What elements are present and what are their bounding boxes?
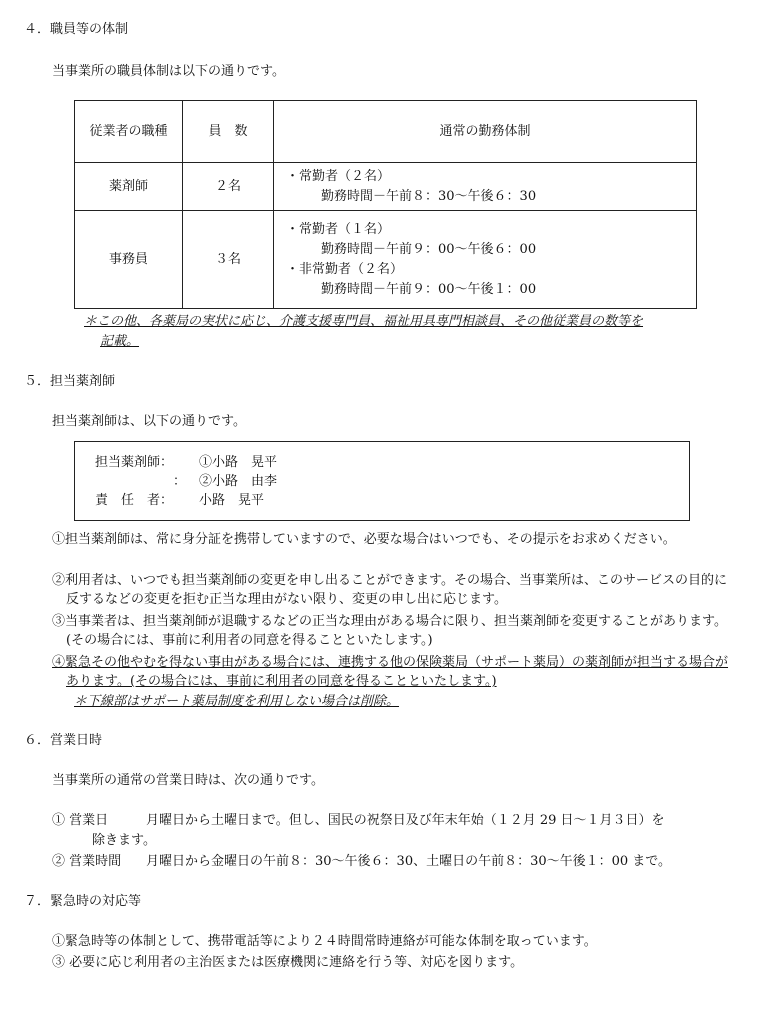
staff-note-line2: 記載。 <box>100 334 140 349</box>
business-hours-label: ② 営業時間 <box>52 854 122 869</box>
row-count: ２名 <box>183 163 274 211</box>
schedule-line: 勤務時間－午前８：30～午後６：30 <box>308 188 537 204</box>
manager-label: 責 任 者： <box>95 493 174 508</box>
pharmacist-name-1: ①小路 晃平 <box>199 455 278 470</box>
pharmacist-item-1: ①担当薬剤師は、常に身分証を携帯していますので、必要な場合はいつでも、その提示をお求めください。 <box>52 532 676 547</box>
pharmacist-name-2: ②小路 由李 <box>199 474 278 489</box>
support-note: ＊下線部はサポート薬局制度を利用しない場合は削除。 <box>74 694 400 709</box>
pharmacist-item-3: ③当事業者は、担当薬剤師が退職するなどの正当な理由がある場合に限り、担当薬剤師を変更することがあります。(その場合には、事前に利用者の同意を得ることといたします。) <box>52 614 727 648</box>
row-count: ３名 <box>183 211 274 309</box>
business-hours-text: 月曜日から金曜日の午前８：30～午後６：30、土曜日の午前８：30～午後１：00 まで。 <box>146 854 672 869</box>
header-schedule: 通常の勤務体制 <box>274 101 697 163</box>
manager-name: 小路 晃平 <box>199 493 265 508</box>
section-5-heading: ５．担当薬剤師 <box>24 374 116 389</box>
table-row <box>75 211 697 309</box>
emergency-item-1: ①緊急時等の体制として、携帯電話等により２４時間常時連絡が可能な体制を取っています。 <box>52 934 597 949</box>
row-role: 事務員 <box>75 211 183 309</box>
schedule-line: ・常勤者（２名） <box>286 168 391 184</box>
pharmacist-label-1: 担当薬剤師： <box>95 455 174 470</box>
table-row <box>75 163 697 211</box>
section-5-intro: 担当薬剤師は、以下の通りです。 <box>52 414 246 429</box>
section-6-heading: ６．営業日時 <box>24 733 103 748</box>
section-6-intro: 当事業所の通常の営業日時は、次の通りです。 <box>52 773 324 788</box>
staff-table <box>74 100 697 309</box>
pharmacist-item-4: ④緊急その他やむを得ない事由がある場合には、連携する他の保険薬局（サポート薬局）の薬剤師が担当する場合があります。(その場合には、事前に利用者の同意を得ることといたします。) <box>52 655 729 689</box>
section-7-heading: ７．緊急時の対応等 <box>24 894 142 909</box>
schedule-line: ・非常勤者（２名） <box>286 261 404 277</box>
row-role: 薬剤師 <box>75 163 183 211</box>
header-role: 従業者の職種 <box>75 101 183 163</box>
section-4-heading: ４．職員等の体制 <box>24 22 129 37</box>
header-count: 員 数 <box>183 101 274 163</box>
row-schedule <box>274 163 697 211</box>
section-4-intro: 当事業所の職員体制は以下の通りです。 <box>52 64 285 79</box>
pharmacist-box <box>74 441 690 521</box>
schedule-line: ・常勤者（１名） <box>286 221 391 237</box>
emergency-item-2: ③ 必要に応じ利用者の主治医または医療機関に連絡を行う等、対応を図ります。 <box>52 955 524 970</box>
row-schedule <box>274 211 697 309</box>
business-days-text: 月曜日から土曜日まで。但し、国民の祝祭日及び年末年始（１２月 29 日～１月３日）を <box>146 813 665 828</box>
table-header-row <box>75 101 697 163</box>
schedule-line: 勤務時間－午前９：00～午後６：00 <box>308 241 537 257</box>
staff-note-line1: ＊この他、各薬局の実状に応じ、介護支援専門員、福祉用具専門相談員、その他従業員の数等を <box>84 314 644 329</box>
pharmacist-item-2: ②利用者は、いつでも担当薬剤師の変更を申し出ることができます。その場合、当事業所は、このサービスの目的に反するなどの変更を拒む正当な理由がない限り、変更の申し出に応じます。 <box>52 573 727 607</box>
business-days-label: ① 営業日 <box>52 813 109 828</box>
business-days-cont: 除きます。 <box>92 833 156 848</box>
schedule-line: 勤務時間－午前９：00～午後１：00 <box>308 281 537 297</box>
pharmacist-label-2: ： <box>173 474 187 489</box>
